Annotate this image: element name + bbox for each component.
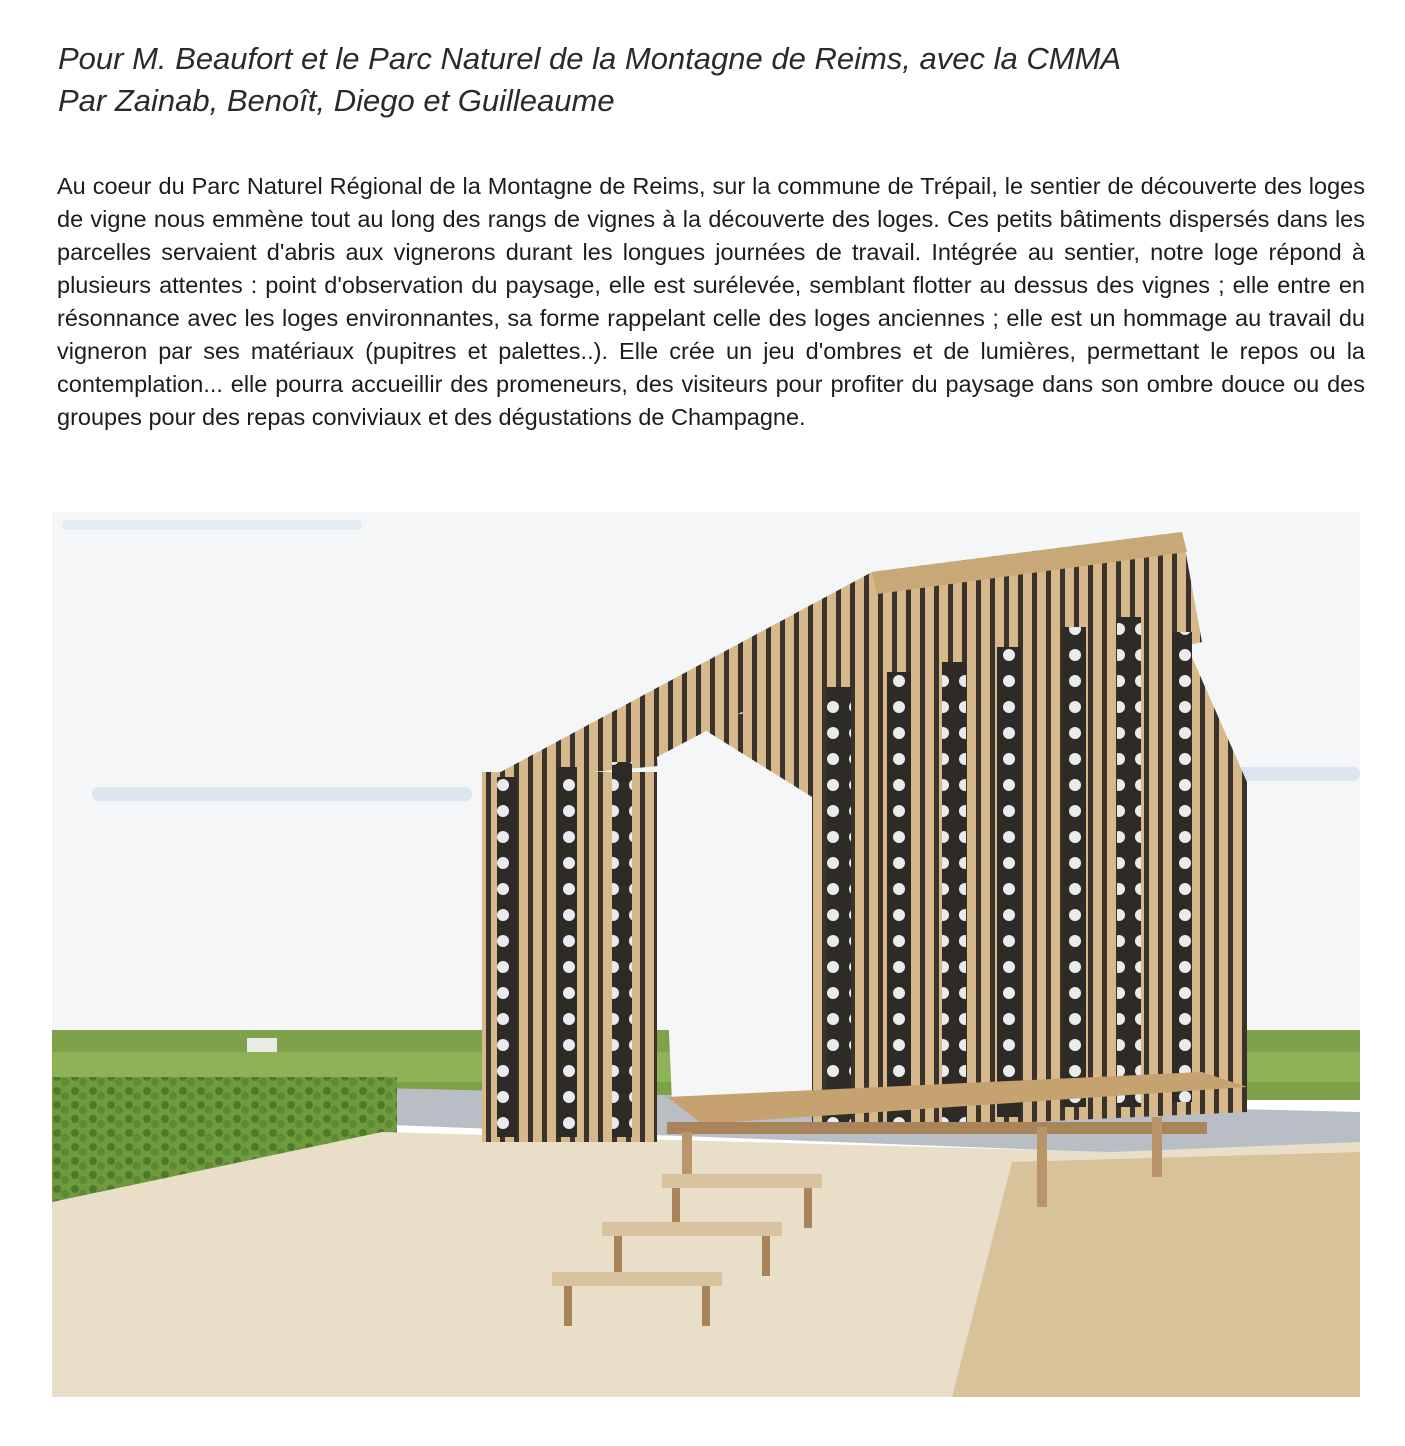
loge-front-boards [942,662,966,1122]
bench-step [602,1222,782,1236]
header [58,38,1358,122]
header-authors: Par Zainab, Benoît, Diego et Guilleaume [58,83,615,118]
loge-photo [52,512,1360,1397]
loge-left-wall-boards [557,767,577,1137]
loge-leg [1152,1117,1162,1177]
bench-step [552,1272,722,1286]
bench-leg [564,1286,572,1326]
description-paragraph: Au coeur du Parc Naturel Régional de la Montagne de Reims, sur la commune de Trépail, le sentier de découverte des loges de vigne nous emmène tout au long des rangs de vignes à la découverte des loges. Ces petits bâtiments dispersés dans les parcelles servaient d'abris aux vignerons durant les longues journées de travail. Intégrée au sentier, notre loge répond à plusieurs attentes : point d'observation du paysage, elle est surélevée, semblant flotter au dessus des vignes ; elle entre en résonnance avec les loges environnantes, sa forme rappelant celle des loges anciennes ; elle est un hommage au travail du vigneron par ses matériaux (pupitres et palettes..). Elle crée un jeu d'ombres et de lumières, permettant le repos ou la contemplation... elle pourra accueillir des promeneurs, des visiteurs pour profiter du paysage dans son ombre douce ou des groupes pour des repas conviviaux et des dégustations de Champagne. [57,173,1365,430]
dry-grass [952,1152,1360,1397]
loge-left-wall-boards [497,777,517,1137]
loge-platform-edge [667,1122,1207,1134]
bench-leg [702,1286,710,1326]
bench-step [662,1174,822,1188]
loge-front-boards [827,687,851,1122]
cloud [1232,767,1360,781]
header-dedication: Pour M. Beaufort et le Parc Naturel de la Montagne de Reims, avec la CMMA [58,41,1122,76]
bench-leg [762,1236,770,1276]
cloud [62,520,362,530]
loge-front-boards [997,647,1021,1117]
loge-front-boards [887,672,911,1122]
bench-leg [614,1236,622,1276]
loge-front-boards [1062,627,1086,1107]
cloud [92,787,472,801]
loge-front-boards [1172,632,1192,1102]
loge-left-wall-boards [612,762,632,1137]
farmhouse [247,1038,277,1052]
loge-front-boards [1117,617,1141,1107]
bench-leg [804,1188,812,1228]
loge-leg [1037,1127,1047,1207]
